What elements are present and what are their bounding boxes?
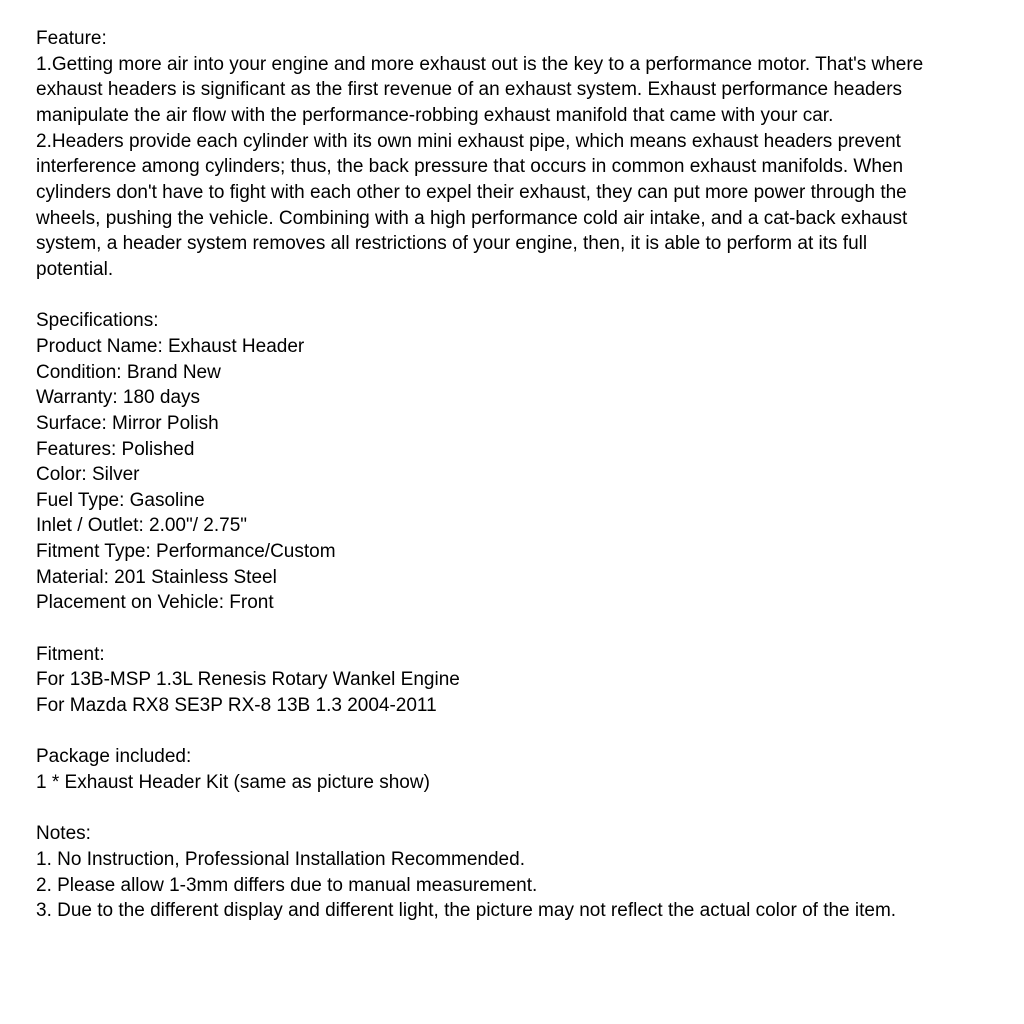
package-item: 1 * Exhaust Header Kit (same as picture show) bbox=[36, 772, 430, 794]
section-heading: Fitment: bbox=[36, 643, 105, 665]
section-heading: Feature: bbox=[36, 28, 107, 49]
spec-warranty: Warranty: 180 days bbox=[36, 387, 201, 409]
spec-condition: Condition: Brand New bbox=[36, 361, 221, 383]
section-heading: Package included: bbox=[36, 746, 192, 768]
section-fitment bbox=[36, 642, 988, 719]
body-line: interference among cylinders; thus, the back pressure that occurs in common exhaust manifolds. When bbox=[36, 156, 904, 178]
section-heading: Specifications: bbox=[36, 310, 159, 332]
fitment-engine: For 13B-MSP 1.3L Renesis Rotary Wankel Engine bbox=[36, 669, 460, 691]
body-line: 2.Headers provide each cylinder with its own mini exhaust pipe, which means exhaust headers prevent bbox=[36, 130, 901, 152]
spec-fitment-type: Fitment Type: Performance/Custom bbox=[36, 541, 336, 563]
spec-color: Color: Silver bbox=[36, 464, 140, 486]
body-line: system, a header system removes all restrictions of your engine, then, it is able to perform at its full bbox=[36, 233, 868, 255]
section-feature bbox=[36, 26, 988, 283]
body-line: wheels, pushing the vehicle. Combining with a high performance cold air intake, and a cat-back exhaust bbox=[36, 207, 908, 229]
body-line: 1.Getting more air into your engine and more exhaust out is the key to a performance motor. That's where bbox=[36, 53, 924, 75]
section-notes bbox=[36, 821, 988, 924]
product-description-document bbox=[36, 26, 988, 924]
spec-placement: Placement on Vehicle: Front bbox=[36, 592, 274, 614]
body-line: cylinders don't have to fight with each other to expel their exhaust, they can put more power through the bbox=[36, 181, 907, 203]
spec-surface: Surface: Mirror Polish bbox=[36, 412, 219, 434]
note-line: 2. Please allow 1-3mm differs due to manual measurement. bbox=[36, 874, 538, 896]
spec-features: Features: Polished bbox=[36, 438, 195, 460]
spec-fuel-type: Fuel Type: Gasoline bbox=[36, 489, 205, 511]
spec-inlet-outlet: Inlet / Outlet: 2.00"/ 2.75" bbox=[36, 515, 248, 537]
note-line: 3. Due to the different display and different light, the picture may not reflect the actual color of the item. bbox=[36, 900, 897, 922]
fitment-vehicle: For Mazda RX8 SE3P RX-8 13B 1.3 2004-2011 bbox=[36, 695, 437, 717]
section-specifications bbox=[36, 308, 988, 616]
body-line: manipulate the air flow with the performance-robbing exhaust manifold that came with your car. bbox=[36, 104, 834, 126]
section-heading: Notes: bbox=[36, 823, 91, 845]
note-line: 1. No Instruction, Professional Installation Recommended. bbox=[36, 849, 525, 870]
spec-product-name: Product Name: Exhaust Header bbox=[36, 335, 305, 357]
section-package bbox=[36, 744, 988, 795]
spec-material: Material: 201 Stainless Steel bbox=[36, 566, 277, 588]
body-line: potential. bbox=[36, 258, 114, 280]
body-line: exhaust headers is significant as the first revenue of an exhaust system. Exhaust performance headers bbox=[36, 79, 903, 101]
